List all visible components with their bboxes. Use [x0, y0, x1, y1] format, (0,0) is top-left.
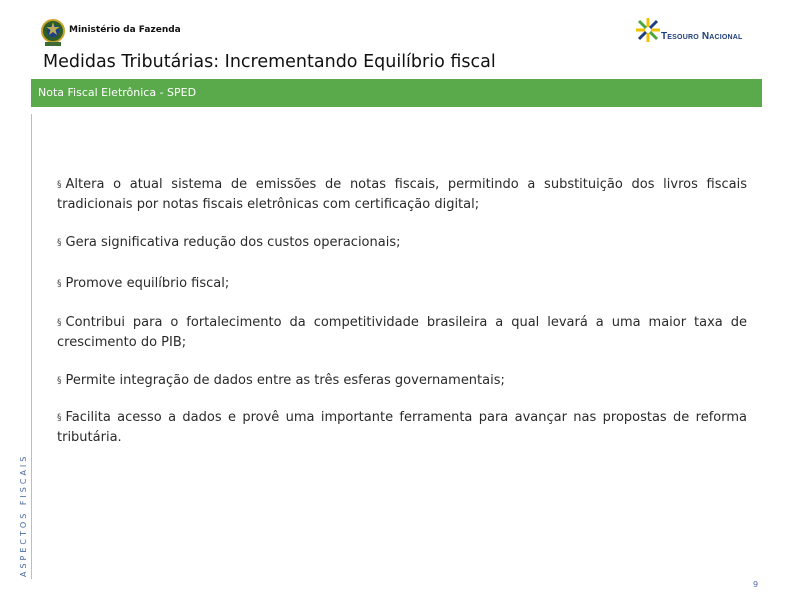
brazil-coat-of-arms-icon: [40, 18, 66, 48]
bullet-marker-icon: §: [57, 413, 62, 423]
bullet-item: [57, 233, 747, 253]
bullet-text: Promove equilíbrio fiscal;: [65, 276, 230, 291]
bullet-text: Contribui para o fortalecimento da competitividade brasileira a qual levará a uma maior taxa de crescimento do PIB;: [57, 315, 747, 350]
bullet-item: [57, 313, 747, 352]
bullet-item: [57, 371, 747, 391]
bullet-item: [57, 175, 747, 214]
page-title: Medidas Tributárias: Incrementando Equilíbrio fiscal: [43, 52, 496, 72]
left-divider: [31, 114, 32, 579]
page-number: 9: [753, 580, 759, 589]
bullet-marker-icon: §: [57, 238, 62, 248]
bullet-marker-icon: §: [57, 180, 62, 190]
tesouro-nacional-logo-text: Tesouro Nacional: [661, 31, 743, 42]
bullet-item: [57, 274, 747, 294]
bullet-marker-icon: §: [57, 279, 62, 289]
bullet-text: Gera significativa redução dos custos operacionais;: [65, 235, 401, 250]
side-section-label: ASPECTOS FISCAIS: [19, 453, 28, 577]
bullet-marker-icon: §: [57, 318, 62, 328]
ministry-name: Ministério da Fazenda: [69, 25, 181, 35]
bullet-text: Facilita acesso a dados e provê uma importante ferramenta para avançar nas propostas de reforma tributária.: [57, 410, 747, 445]
bullet-text: Permite integração de dados entre as três esferas governamentais;: [65, 373, 505, 388]
bullet-marker-icon: §: [57, 376, 62, 386]
bullet-item: [57, 408, 747, 447]
bullet-text: Altera o atual sistema de emissões de notas fiscais, permitindo a substituição dos livros fiscais tradicionais por notas fiscais eletrônicas com certificação digital;: [57, 177, 747, 212]
section-band-title: Nota Fiscal Eletrônica - SPED: [38, 86, 197, 99]
